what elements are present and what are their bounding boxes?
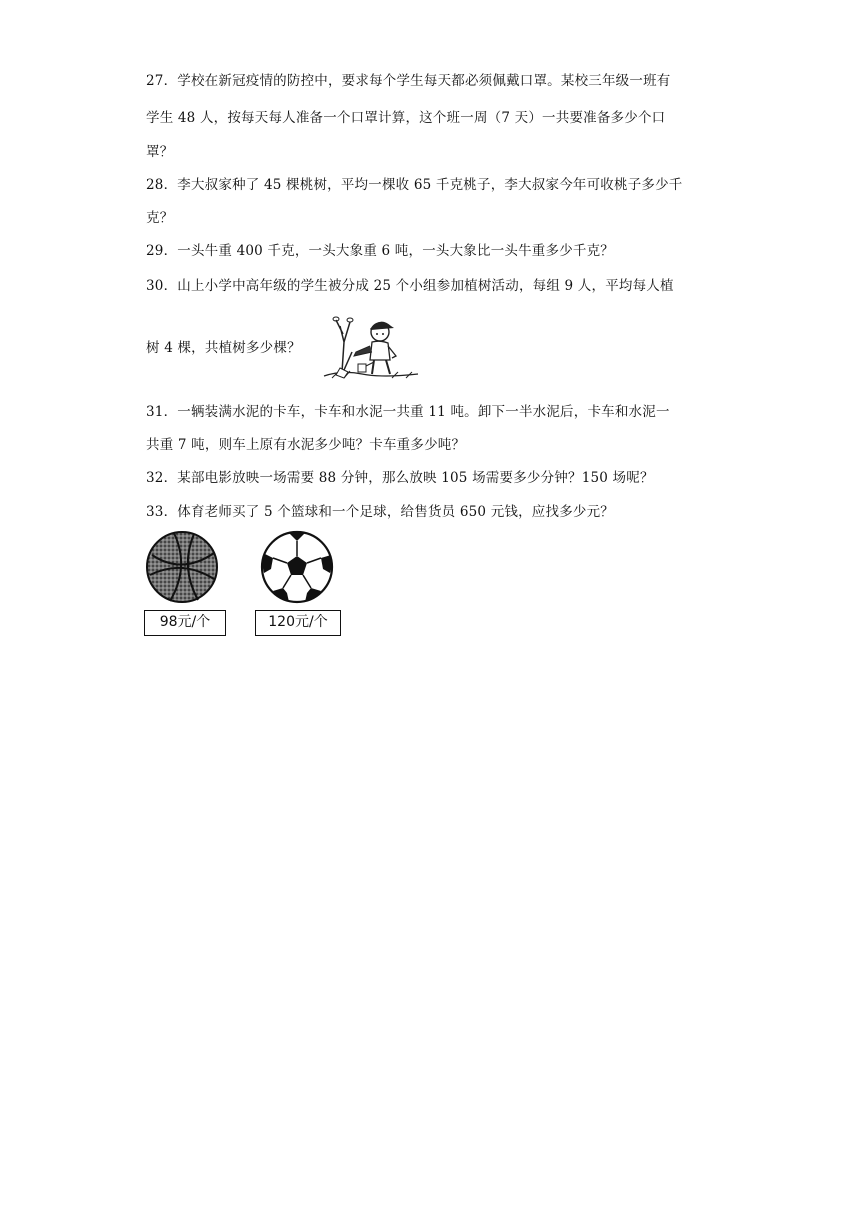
q27-line3: 罩？ xyxy=(146,144,174,160)
boy-planting-tree-illustration xyxy=(322,312,420,382)
q28-line1: 28．李大叔家种了 45 棵桃树，平均一棵收 65 千克桃子，李大叔家今年可收桃子多少千 xyxy=(146,177,683,193)
q27-line2: 学生 48 人，按每天每人准备一个口罩计算，这个班一周（7 天）一共要准备多少个口 xyxy=(146,110,666,126)
q31-line1: 31．一辆装满水泥的卡车，卡车和水泥一共重 11 吨。卸下一半水泥后，卡车和水泥一 xyxy=(146,404,670,420)
q33-line1: 33．体育老师买了 5 个篮球和一个足球，给售货员 650 元钱，应找多少元？ xyxy=(146,504,614,520)
football-price-label: 120元/个 xyxy=(255,610,341,636)
q30-line2: 树 4 棵，共植树多少棵？ xyxy=(146,340,301,356)
q28-line2: 克？ xyxy=(146,210,174,226)
football-icon xyxy=(259,529,335,605)
basketball-price-label: 98元/个 xyxy=(144,610,226,636)
basketball-icon xyxy=(144,529,220,605)
q30-line1: 30．山上小学中高年级的学生被分成 25 个小组参加植树活动，每组 9 人，平均每人植 xyxy=(146,278,674,294)
q29-line1: 29．一头牛重 400 千克，一头大象重 6 吨，一头大象比一头牛重多少千克？ xyxy=(146,243,614,259)
q27-line1: 27．学校在新冠疫情的防控中，要求每个学生每天都必须佩戴口罩。某校三年级一班有 xyxy=(146,73,671,89)
q32-line1: 32．某部电影放映一场需要 88 分钟，那么放映 105 场需要多少分钟？150 场呢？ xyxy=(146,470,654,486)
q31-line2: 共重 7 吨，则车上原有水泥多少吨？卡车重多少吨？ xyxy=(146,437,466,453)
